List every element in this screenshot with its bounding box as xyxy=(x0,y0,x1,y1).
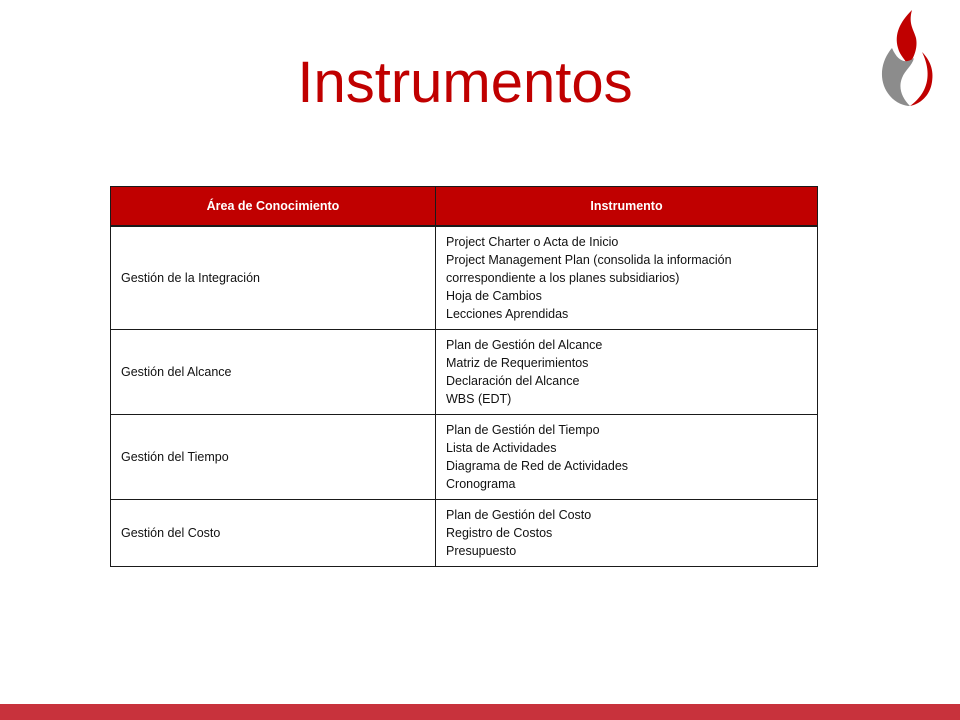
area-cell: Gestión del Alcance xyxy=(111,330,436,415)
area-cell: Gestión de la Integración xyxy=(111,226,436,330)
instrument-item: Project Charter o Acta de Inicio xyxy=(446,235,619,249)
table-row xyxy=(111,330,818,415)
column-header-instrument: Instrumento xyxy=(436,187,818,227)
instrument-cell xyxy=(436,226,818,330)
footer-bar xyxy=(0,704,960,720)
instrument-item: Registro de Costos xyxy=(446,526,553,540)
instrument-item: Diagrama de Red de Actividades xyxy=(446,459,629,473)
instrument-item: WBS (EDT) xyxy=(446,392,512,406)
table-header-row xyxy=(111,187,818,227)
instrument-item: Lecciones Aprendidas xyxy=(446,307,569,321)
flame-logo-icon xyxy=(872,8,936,108)
instrument-item: correspondiente a los planes subsidiarios) xyxy=(446,271,680,285)
instrument-item: Plan de Gestión del Alcance xyxy=(446,338,603,352)
instrument-item: Plan de Gestión del Tiempo xyxy=(446,423,600,437)
slide-title: Instrumentos xyxy=(297,50,633,115)
column-header-area: Área de Conocimiento xyxy=(111,187,436,227)
instrument-item: Lista de Actividades xyxy=(446,441,557,455)
table-row xyxy=(111,415,818,500)
instruments-table xyxy=(110,186,818,567)
table-row xyxy=(111,226,818,330)
instrument-item: Plan de Gestión del Costo xyxy=(446,508,592,522)
instrument-cell xyxy=(436,500,818,567)
instrument-item: Project Management Plan (consolida la información xyxy=(446,253,732,267)
instrument-item: Hoja de Cambios xyxy=(446,289,542,303)
instrument-cell xyxy=(436,330,818,415)
instrument-item: Cronograma xyxy=(446,477,516,491)
area-cell: Gestión del Costo xyxy=(111,500,436,567)
area-cell: Gestión del Tiempo xyxy=(111,415,436,500)
instrument-cell xyxy=(436,415,818,500)
instrument-item: Declaración del Alcance xyxy=(446,374,580,388)
instrument-item: Matriz de Requerimientos xyxy=(446,356,589,370)
table-row xyxy=(111,500,818,567)
instrument-item: Presupuesto xyxy=(446,544,517,558)
